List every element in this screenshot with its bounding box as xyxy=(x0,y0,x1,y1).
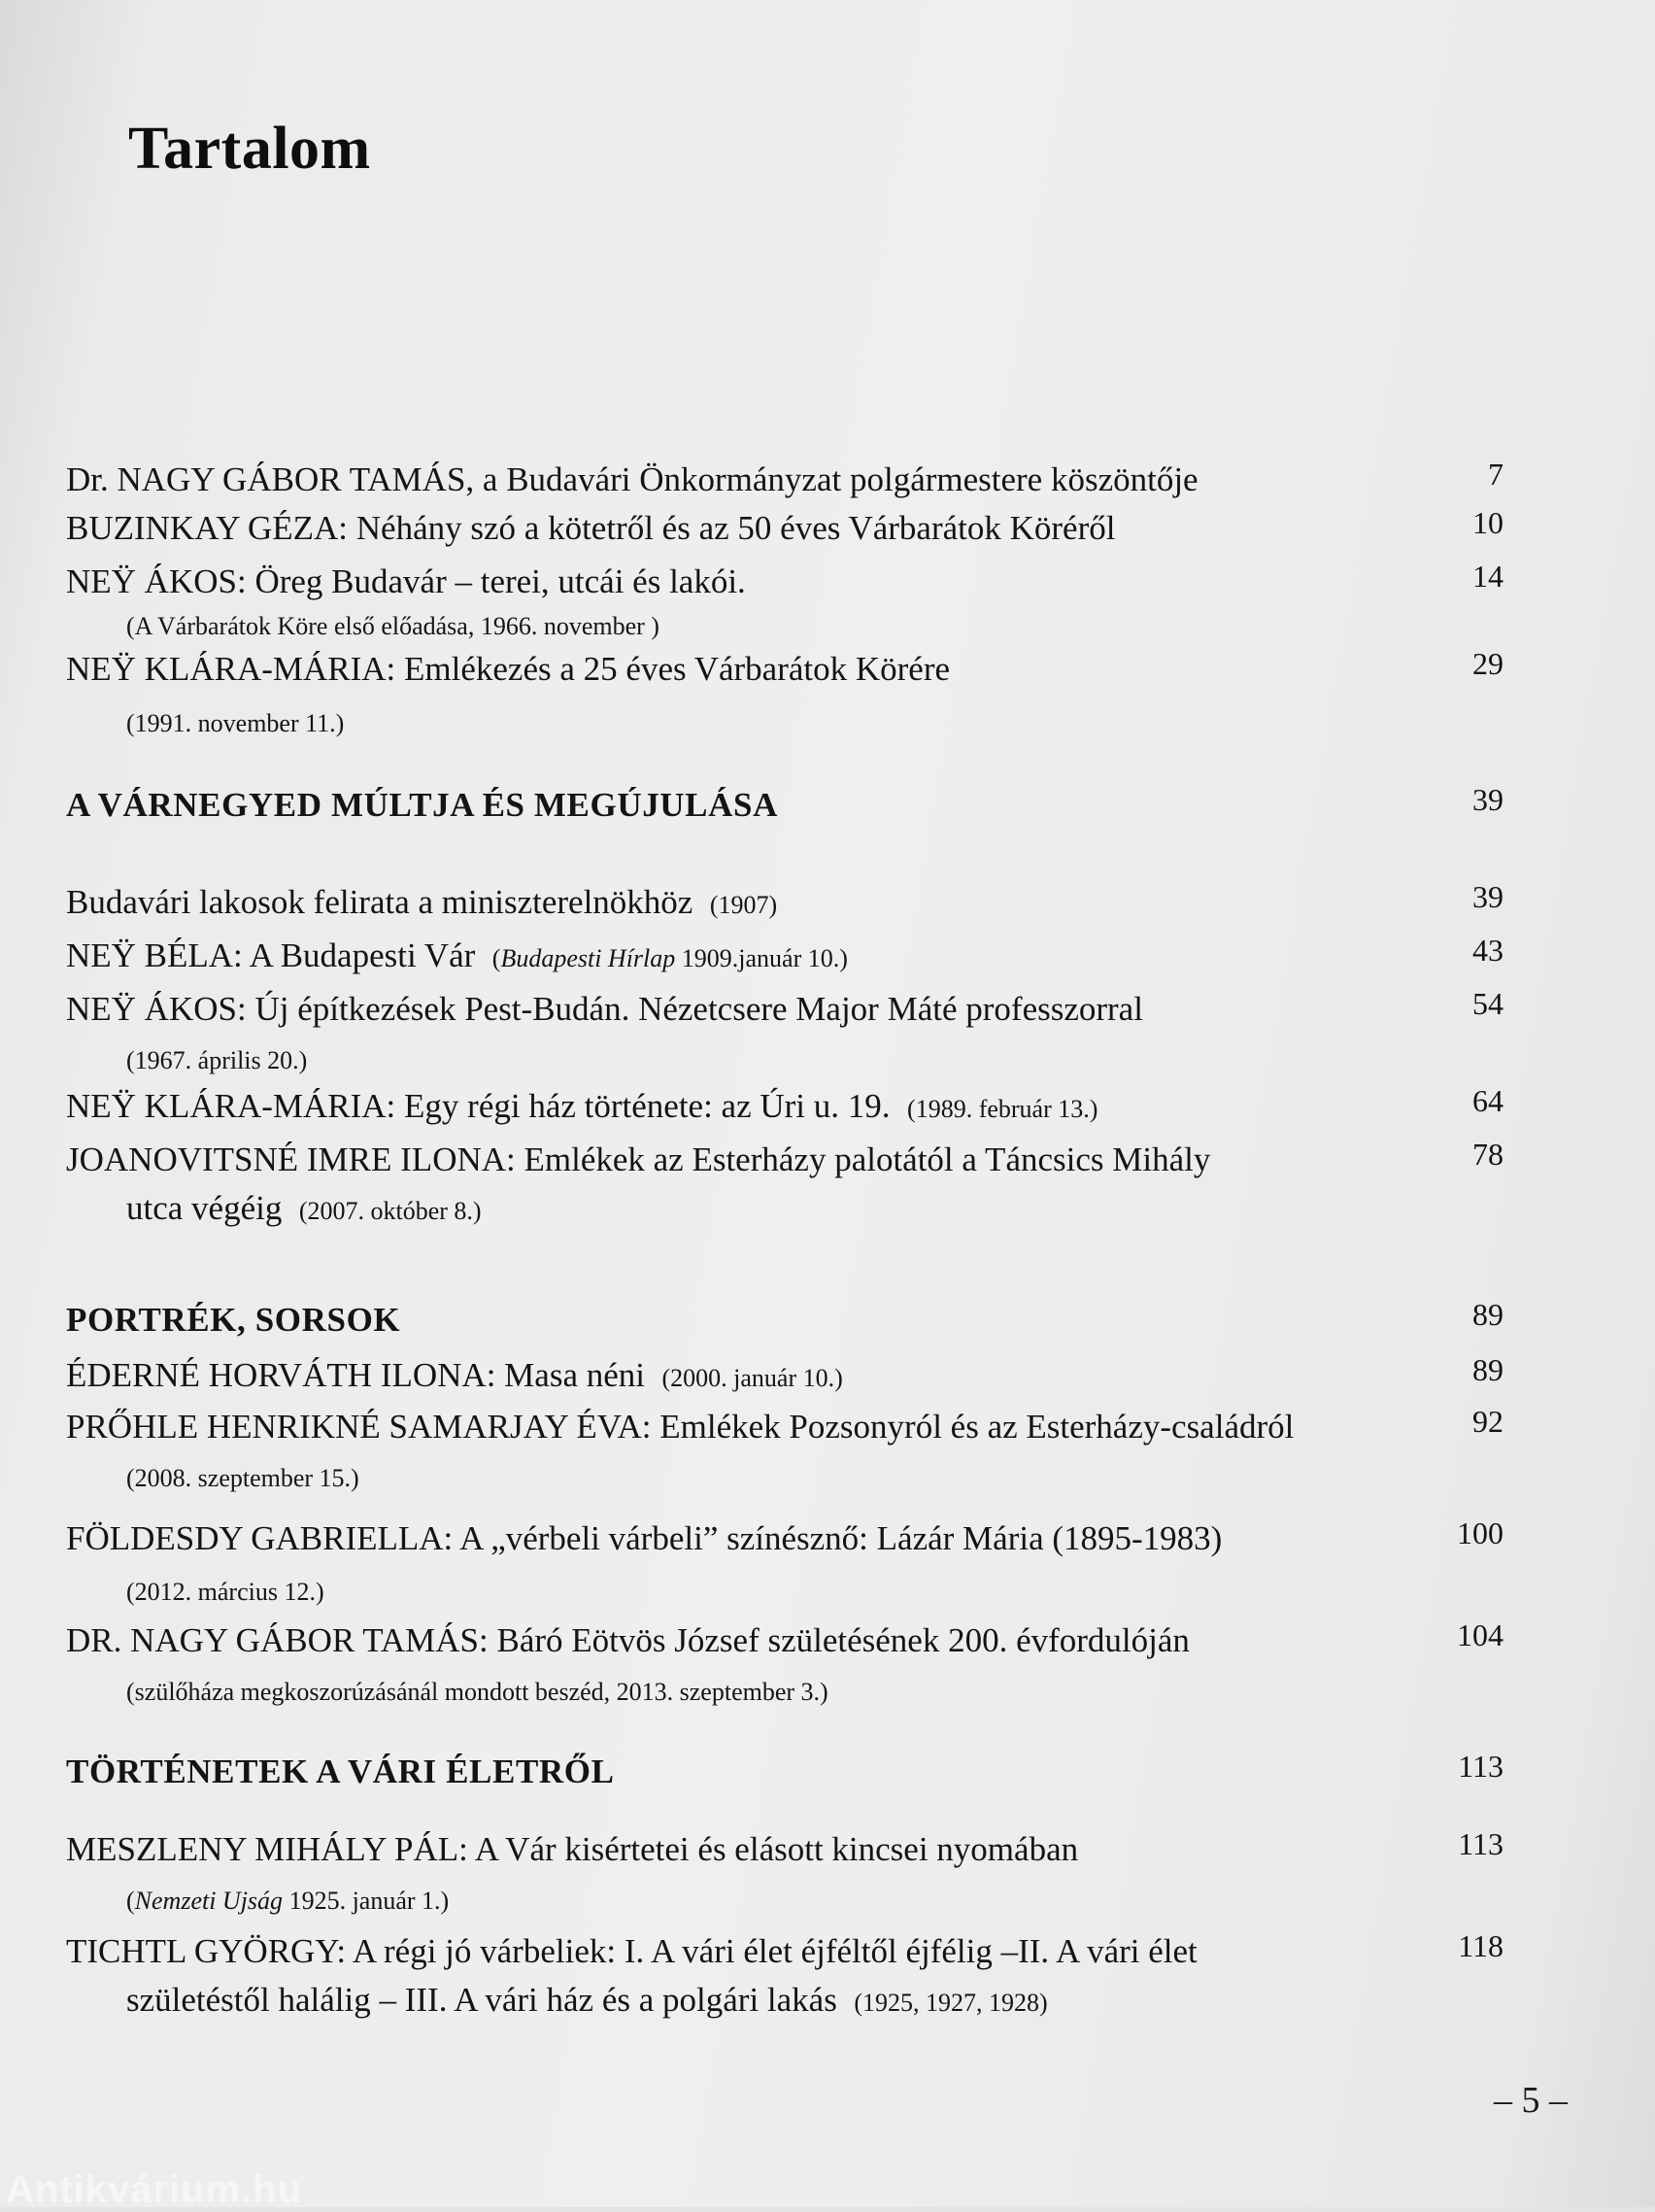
entry-text: születéstől halálig – III. A vári ház és a polgári lakás xyxy=(126,1981,837,2019)
entry-text: NEŸ KLÁRA-MÁRIA: Emlékezés a 25 éves Várbarátok Körére xyxy=(66,650,951,688)
page-ref: 118 xyxy=(1458,1928,1503,1963)
page-ref: 7 xyxy=(1488,457,1503,492)
toc-entry xyxy=(66,1826,1503,1873)
page-ref: 54 xyxy=(1472,986,1503,1021)
entry-continuation xyxy=(66,1185,1503,1235)
toc-entry xyxy=(66,1617,1503,1664)
entry-continuation xyxy=(66,1452,1503,1502)
entry-text: (Nemzeti Ujság 1925. január 1.) xyxy=(126,1887,450,1915)
toc-entry xyxy=(66,1404,1503,1450)
entry-text: FÖLDESDY GABRIELLA: A „vérbeli várbeli” színésznő: Lázár Mária (1895-1983) xyxy=(66,1519,1223,1557)
toc-entry xyxy=(66,933,1503,982)
page-ref: 89 xyxy=(1472,1352,1503,1387)
toc-entry xyxy=(66,505,1503,552)
section-title: TÖRTÉNETEK A VÁRI ÉLETRŐL xyxy=(66,1753,615,1790)
page-ref: 29 xyxy=(1472,646,1503,681)
page-ref: 100 xyxy=(1457,1515,1503,1550)
toc-entry xyxy=(66,1083,1503,1133)
entry-date-note: (1907) xyxy=(709,891,778,919)
toc-entry xyxy=(66,1137,1503,1183)
section-heading xyxy=(66,1297,1503,1344)
entry-text: (2012. március 12.) xyxy=(126,1578,324,1606)
entry-text: (1991. november 11.) xyxy=(126,709,345,737)
entry-continuation xyxy=(66,1035,1503,1084)
entry-text: BUZINKAY GÉZA: Néhány szó a kötetről és az 50 éves Várbarátok Köréről xyxy=(66,509,1116,547)
section-heading xyxy=(66,1749,1503,1795)
page-ref: 39 xyxy=(1472,782,1503,817)
page-title: Tartalom xyxy=(128,116,371,182)
page-number: – 5 – xyxy=(1494,2080,1568,2121)
page-ref: 10 xyxy=(1472,505,1503,540)
page-ref: 92 xyxy=(1472,1404,1503,1439)
page-ref: 14 xyxy=(1472,559,1503,594)
entry-text: NEŸ BÉLA: A Budapesti Vár xyxy=(66,936,476,974)
page-ref: 89 xyxy=(1472,1297,1503,1332)
page-ref: 64 xyxy=(1472,1083,1503,1118)
entry-text: (1967. április 20.) xyxy=(126,1046,308,1074)
entry-text: Budavári lakosok felirata a miniszterelnökhöz xyxy=(66,883,693,921)
page-ref: 113 xyxy=(1458,1826,1503,1861)
page-ref: 39 xyxy=(1472,879,1503,914)
section-title: PORTRÉK, SORSOK xyxy=(66,1301,401,1339)
entry-date-note: (2000. január 10.) xyxy=(661,1364,843,1392)
entry-text: MESZLENY MIHÁLY PÁL: A Vár kisértetei és elásott kincsei nyomában xyxy=(66,1830,1079,1868)
entry-text: NEŸ ÁKOS: Öreg Budavár – terei, utcái és lakói. xyxy=(66,562,746,600)
page-ref: 113 xyxy=(1458,1749,1503,1784)
toc-entry xyxy=(66,1928,1503,1975)
entry-continuation xyxy=(66,1977,1503,2026)
section-title: A VÁRNEGYED MÚLTJA ÉS MEGÚJULÁSA xyxy=(66,786,778,824)
toc-entry xyxy=(66,559,1503,605)
entry-text: Dr. NAGY GÁBOR TAMÁS, a Budavári Önkormányzat polgármestere köszöntője xyxy=(66,460,1199,498)
toc-entry xyxy=(66,1515,1503,1562)
section-heading xyxy=(66,782,1503,829)
page-ref: 43 xyxy=(1472,933,1503,968)
entry-text: DR. NAGY GÁBOR TAMÁS: Báró Eötvös József születésének 200. évfordulóján xyxy=(66,1621,1190,1659)
entry-date-note: (1989. február 13.) xyxy=(907,1095,1098,1123)
entry-text: (A Várbarátok Köre első előadása, 1966. november ) xyxy=(126,612,659,640)
entry-text: JOANOVITSNÉ IMRE ILONA: Emlékek az Esterházy palotától a Táncsics Mihály xyxy=(66,1140,1211,1178)
entry-date-note: (Budapesti Hírlap 1909.január 10.) xyxy=(491,944,848,972)
entry-continuation xyxy=(66,698,1503,747)
entry-text: (2008. szeptember 15.) xyxy=(126,1464,359,1492)
page-ref: 104 xyxy=(1457,1617,1503,1652)
entry-text: TICHTL GYÖRGY: A régi jó várbeliek: I. A vári élet éjféltől éjfélig –II. A vári élet xyxy=(66,1932,1198,1970)
entry-text: NEŸ ÁKOS: Új építkezések Pest-Budán. Nézetcsere Major Máté professzorral xyxy=(66,990,1143,1028)
toc-entry xyxy=(66,879,1503,929)
watermark: Antikvárium.hu xyxy=(6,2168,303,2211)
toc-entry xyxy=(66,1352,1503,1402)
toc-entry xyxy=(66,457,1503,503)
entry-continuation xyxy=(66,1566,1503,1616)
entry-continuation xyxy=(66,1666,1503,1716)
entry-continuation xyxy=(66,1875,1503,1924)
page-ref: 78 xyxy=(1472,1137,1503,1172)
entry-text: ÉDERNÉ HORVÁTH ILONA: Masa néni xyxy=(66,1356,645,1394)
entry-date-note: (2007. október 8.) xyxy=(298,1197,482,1225)
entry-text: utca végéig xyxy=(126,1189,283,1227)
entry-continuation xyxy=(66,600,1503,650)
toc-entry xyxy=(66,986,1503,1033)
entry-text: NEŸ KLÁRA-MÁRIA: Egy régi ház története: az Úri u. 19. xyxy=(66,1087,891,1125)
entry-date-note: (1925, 1927, 1928) xyxy=(854,1989,1048,2017)
entry-text: PRŐHLE HENRIKNÉ SAMARJAY ÉVA: Emlékek Pozsonyról és az Esterházy-családról xyxy=(66,1408,1295,1446)
toc-entry xyxy=(66,646,1503,693)
entry-text: (szülőháza megkoszorúzásánál mondott beszéd, 2013. szeptember 3.) xyxy=(126,1678,828,1706)
